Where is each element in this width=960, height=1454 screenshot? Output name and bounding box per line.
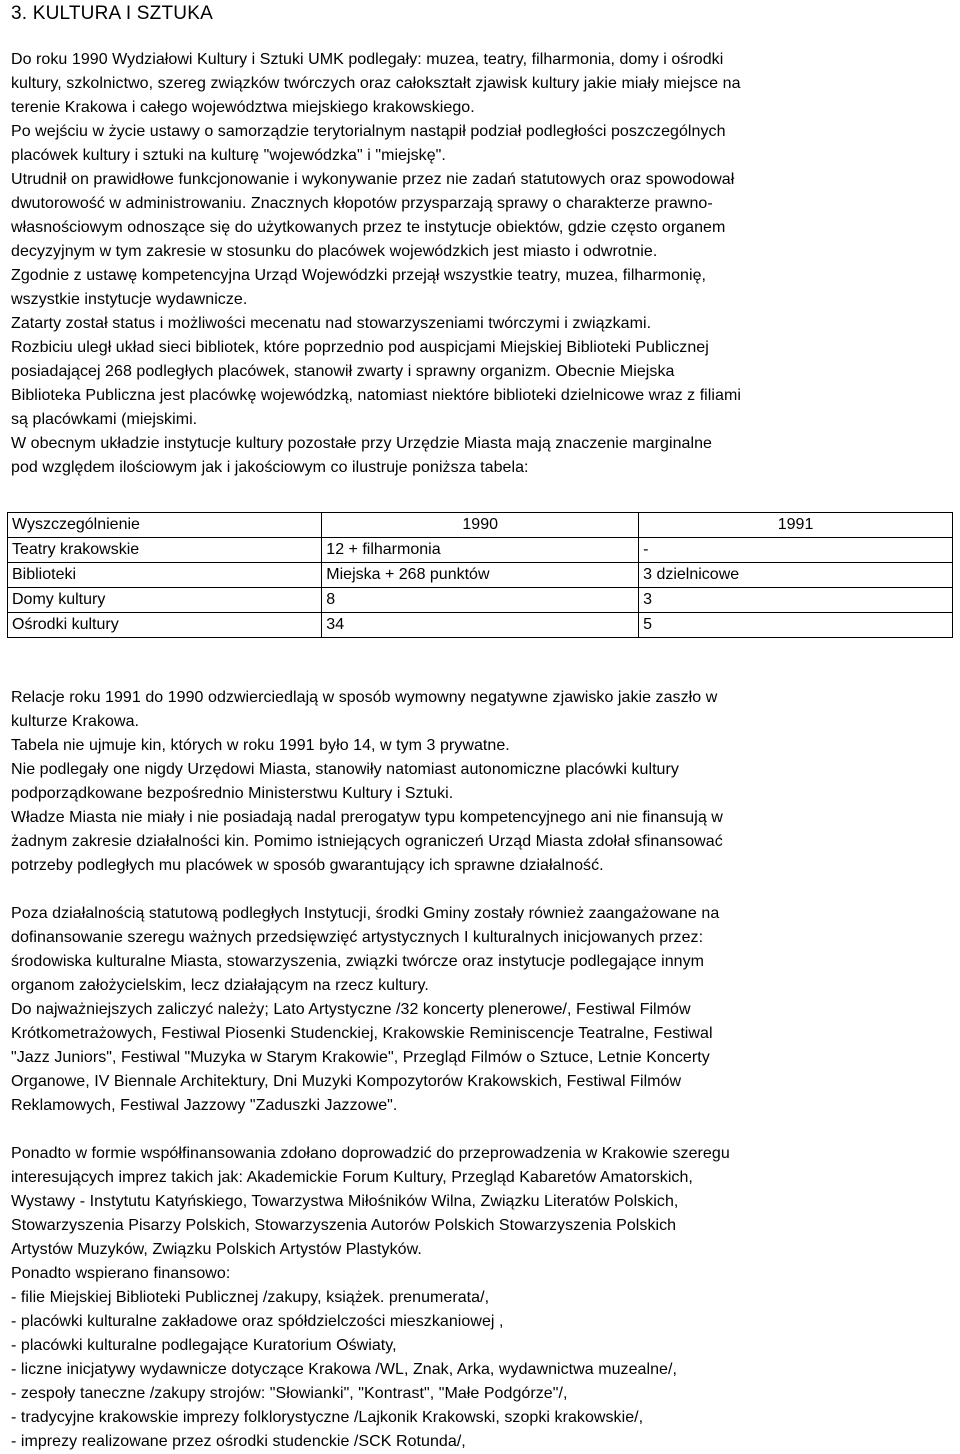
table-header-row <box>8 513 953 538</box>
table-row <box>8 538 953 563</box>
table-cell: - <box>639 538 953 563</box>
header-cell-1991: 1991 <box>639 513 953 538</box>
table-cell: 3 <box>639 588 953 613</box>
table-cell: 12 + filharmonia <box>322 538 639 563</box>
document-page <box>11 0 956 1454</box>
relations-paragraph: Relacje roku 1991 do 1990 odzwierciedlają w sposób wymowny negatywne zjawisko jakie zaszło w kulturze Krakowa. Tabela nie ujmuje kin, których w roku 1991 było 14, w tym 3 prywatne. Nie podlegały one nigdy Urzędowi Miasta, stanowiły natomiast autonomiczne placówki kultury podporządkowane bezpośrednio Ministerstwu Kultury i Sztuki. Władze Miasta nie miały i nie posiadają nadal prerogatyw typu kompetencyjnego ani nie finansują w żadnym zakresie działalności kin. Pomimo istniejących ograniczeń Urząd Miasta zdołał sfinansować potrzeby podległych mu placówek w sposób gwarantujący ich sprawne działalność. <box>11 689 723 874</box>
table-cell: Domy kultury <box>8 588 322 613</box>
cofinancing-paragraph: Poza działalnością statutową podległych Instytucji, środki Gminy zostały również zaangażowane na dofinansowanie szeregu ważnych przedsięwzięć artystycznych I kulturalnych inicjowanych przez: środowiska kulturalne Miasta, stowarzyszenia, związki twórcze oraz instytucje podlegające innym organom założycielskim, lecz działającym na rzecz kultury. Do najważniejszych zaliczyć należy; Lato Artystyczne /32 koncerty plenerowe/, Festiwal Filmów Krótkometrażowych, Festiwal Piosenki Studenckiej, Krakowskie Reminiscencje Teatralne, Festiwal "Jazz Juniors", Festiwal "Muzyka w Starym Krakowie", Przegląd Filmów o Sztuce, Letnie Koncerty Organowe, IV Biennale Architektury, Dni Muzyki Kompozytorów Krakowskich, Festiwal Filmów Reklamowych, Festiwal Jazzowy "Zaduszki Jazzowe". <box>11 905 720 1114</box>
table-row <box>8 588 953 613</box>
section-heading: 3. KULTURA I SZTUKA <box>11 3 213 24</box>
table-cell: Biblioteki <box>8 563 322 588</box>
table-row <box>8 563 953 588</box>
support-list-paragraph: Ponadto w formie współfinansowania zdołano doprowadzić do przeprowadzenia w Krakowie szeregu interesujących imprez takich jak: Akademickie Forum Kultury, Przegląd Kabaretów Amatorskich, Wystawy - Instytutu Katyńskiego, Towarzystwa Miłośników Wilna, Związku Literatów Polskich, Stowarzyszenia Pisarzy Polskich, Stowarzyszenia Autorów Polskich Stowarzyszenia Polskich Artystów Muzyków, Związku Polskich Artystów Plastyków. Ponadto wspierano finansowo: - filie Miejskiej Biblioteki Publicznej /zakupy, książek. prenumerata/, - placówki kulturalne zakładowe oraz spółdzielczości mieszkaniowej , - placówki kulturalne podlegające Kuratorium Oświaty, - liczne inicjatywy wydawnicze dotyczące Krakowa /WL, Znak, Arka, wydawnictwa muzealne/, - zespoły taneczne /zakupy strojów: "Słowianki", "Kontrast", "Małe Podgórze"/, - tradycyjne krakowskie imprezy folklorystyczne /Lajkonik Krakowski, szopki krakowskie/, - imprezy realizowane przez ośrodki studenckie /SCK Rotunda/, <box>11 1145 730 1450</box>
table-row <box>8 613 953 638</box>
table-cell: Miejska + 268 punktów <box>322 563 639 588</box>
table-cell: 8 <box>322 588 639 613</box>
table-cell: 3 dzielnicowe <box>639 563 953 588</box>
paragraph-gap <box>11 878 956 902</box>
comparison-table <box>7 512 953 638</box>
paragraph-gap <box>11 1118 956 1142</box>
table-cell: Ośrodki kultury <box>8 613 322 638</box>
intro-paragraphs: Do roku 1990 Wydziałowi Kultury i Sztuki UMK podlegały: muzea, teatry, filharmonia, domy i ośrodki kultury, szkolnictwo, szereg związków twórczych oraz całokształt zjawisk kultury jakie miały miejsce na terenie Krakowa i całego województwa miejskiego krakowskiego. Po wejściu w życie ustawy o samorządzie terytorialnym nastąpił podział podległości poszczególnych placówek kultury i sztuki na kulturę "wojewódzka" i "miejskę". Utrudnił on prawidłowe funkcjonowanie i wykonywanie przez nie zadań statutowych oraz spowodował dwutorowość w administrowaniu. Znacznych kłopotów przysparzają sprawy o charakterze prawno- własnościowym odnoszące się do użytkowanych przez te instytucje obiektów, gdzie często organem decyzyjnym w tym zakresie w stosunku do placówek wojewódzkich jest miasto i odwrotnie. Zgodnie z ustawę kompetencyjna Urząd Wojewódzki przejął wszystkie teatry, muzea, filharmonię, wszystkie instytucje wydawnicze. Zatarty został status i możliwości mecenatu nad stowarzyszeniami twórczymi i związkami. Rozbiciu uległ układ sieci bibliotek, które poprzednio pod auspicjami Miejskiej Biblioteki Publicznej posiadającej 268 podległych placówek, stanowił zwarty i sprawny organizm. Obecnie Miejska Biblioteka Publiczna jest placówkę wojewódzką, natomiast niektóre biblioteki dzielnicowe wraz z filiami są placówkami (miejskimi. W obecnym układzie instytucje kultury pozostałe przy Urzędzie Miasta mają znaczenie marginalne pod względem ilościowym jak i jakościowym co ilustruje poniższa tabela: <box>11 51 741 476</box>
table-cell: 34 <box>322 613 639 638</box>
header-cell-1990: 1990 <box>322 513 639 538</box>
comparison-table-wrapper <box>11 512 956 638</box>
table-cell: Teatry krakowskie <box>8 538 322 563</box>
header-cell-category: Wyszczególnienie <box>8 513 322 538</box>
table-cell: 5 <box>639 613 953 638</box>
